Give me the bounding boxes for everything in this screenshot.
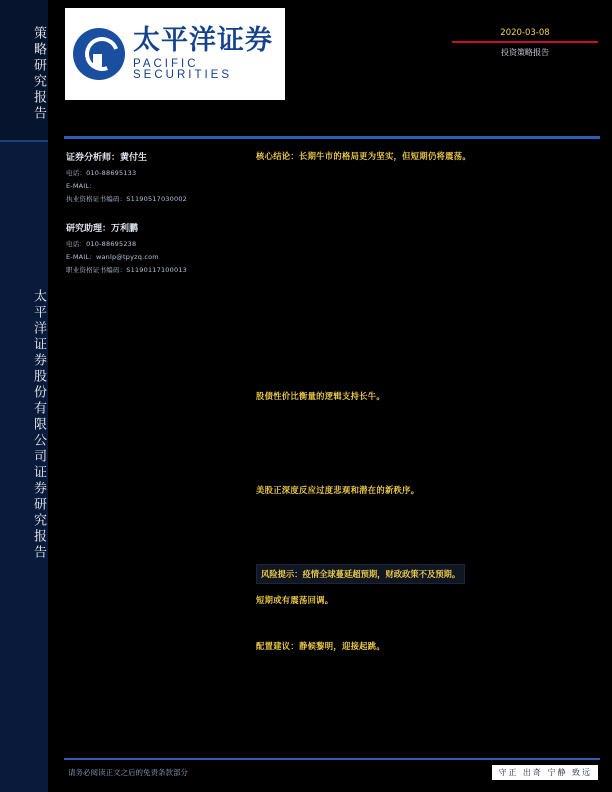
sidebar-divider <box>0 140 48 142</box>
footer-divider <box>64 758 600 760</box>
assistant-phone: 电话：010-88695238 <box>66 240 137 248</box>
sidebar-bottom-label: 太平洋证券股份有限公司证券研究报告 <box>31 289 46 561</box>
analyst-name: 证券分析师：黄付生 <box>66 153 148 163</box>
analyst-email: E-MAIL： <box>66 182 96 190</box>
analyst-phone: 电话：010-88695133 <box>66 169 137 177</box>
pacific-logo-icon <box>73 28 125 80</box>
risk-warning: 风险提示：疫情全球蔓延超预期，财政政策不及预期。 <box>256 564 465 584</box>
report-page <box>48 0 612 792</box>
sidebar-top-label: 策略研究报告 <box>31 26 46 122</box>
footer-disclaimer: 请务必阅读正文之后的免责条款部分 <box>68 768 188 777</box>
report-header <box>48 0 612 140</box>
body-point-2: 美股正深度反应过度悲观和潜在的新秩序。 <box>256 485 420 495</box>
body-point-3: 短期或有震荡回调。 <box>256 595 334 605</box>
report-date: 2020-03-08 <box>500 28 550 38</box>
logo-chinese-name: 太平洋证券 <box>133 24 273 56</box>
assistant-email: E-MAIL：wanlp@tpyzq.com <box>66 253 159 261</box>
body-point-1: 股债性价比衡量的逻辑支持长牛。 <box>256 391 385 401</box>
footer-slogan: 守正 出奇 宁静 致远 <box>492 765 598 780</box>
body-point-4: 配置建议：静候黎明，迎接起跳。 <box>256 641 385 651</box>
analyst-info-block <box>66 150 256 278</box>
company-logo <box>65 8 285 100</box>
red-divider <box>452 41 598 43</box>
assistant-license: 职业资格证书编码：S1190117100013 <box>66 266 187 274</box>
logo-english-name: PACIFIC SECURITIES <box>133 57 233 81</box>
core-conclusion: 核心结论：长期牛市的格局更为坚实，但短期仍将震荡。 <box>256 151 471 161</box>
report-meta <box>452 28 598 58</box>
logo-text-group <box>133 24 285 82</box>
report-type-label: 投资策略报告 <box>501 48 549 57</box>
analyst-spacer <box>66 207 256 221</box>
header-divider <box>64 136 600 139</box>
sidebar-band <box>0 0 48 792</box>
assistant-name: 研究助理：万利鹏 <box>66 224 139 234</box>
analyst-license: 执业资格证书编码：S1190517030002 <box>66 195 187 203</box>
